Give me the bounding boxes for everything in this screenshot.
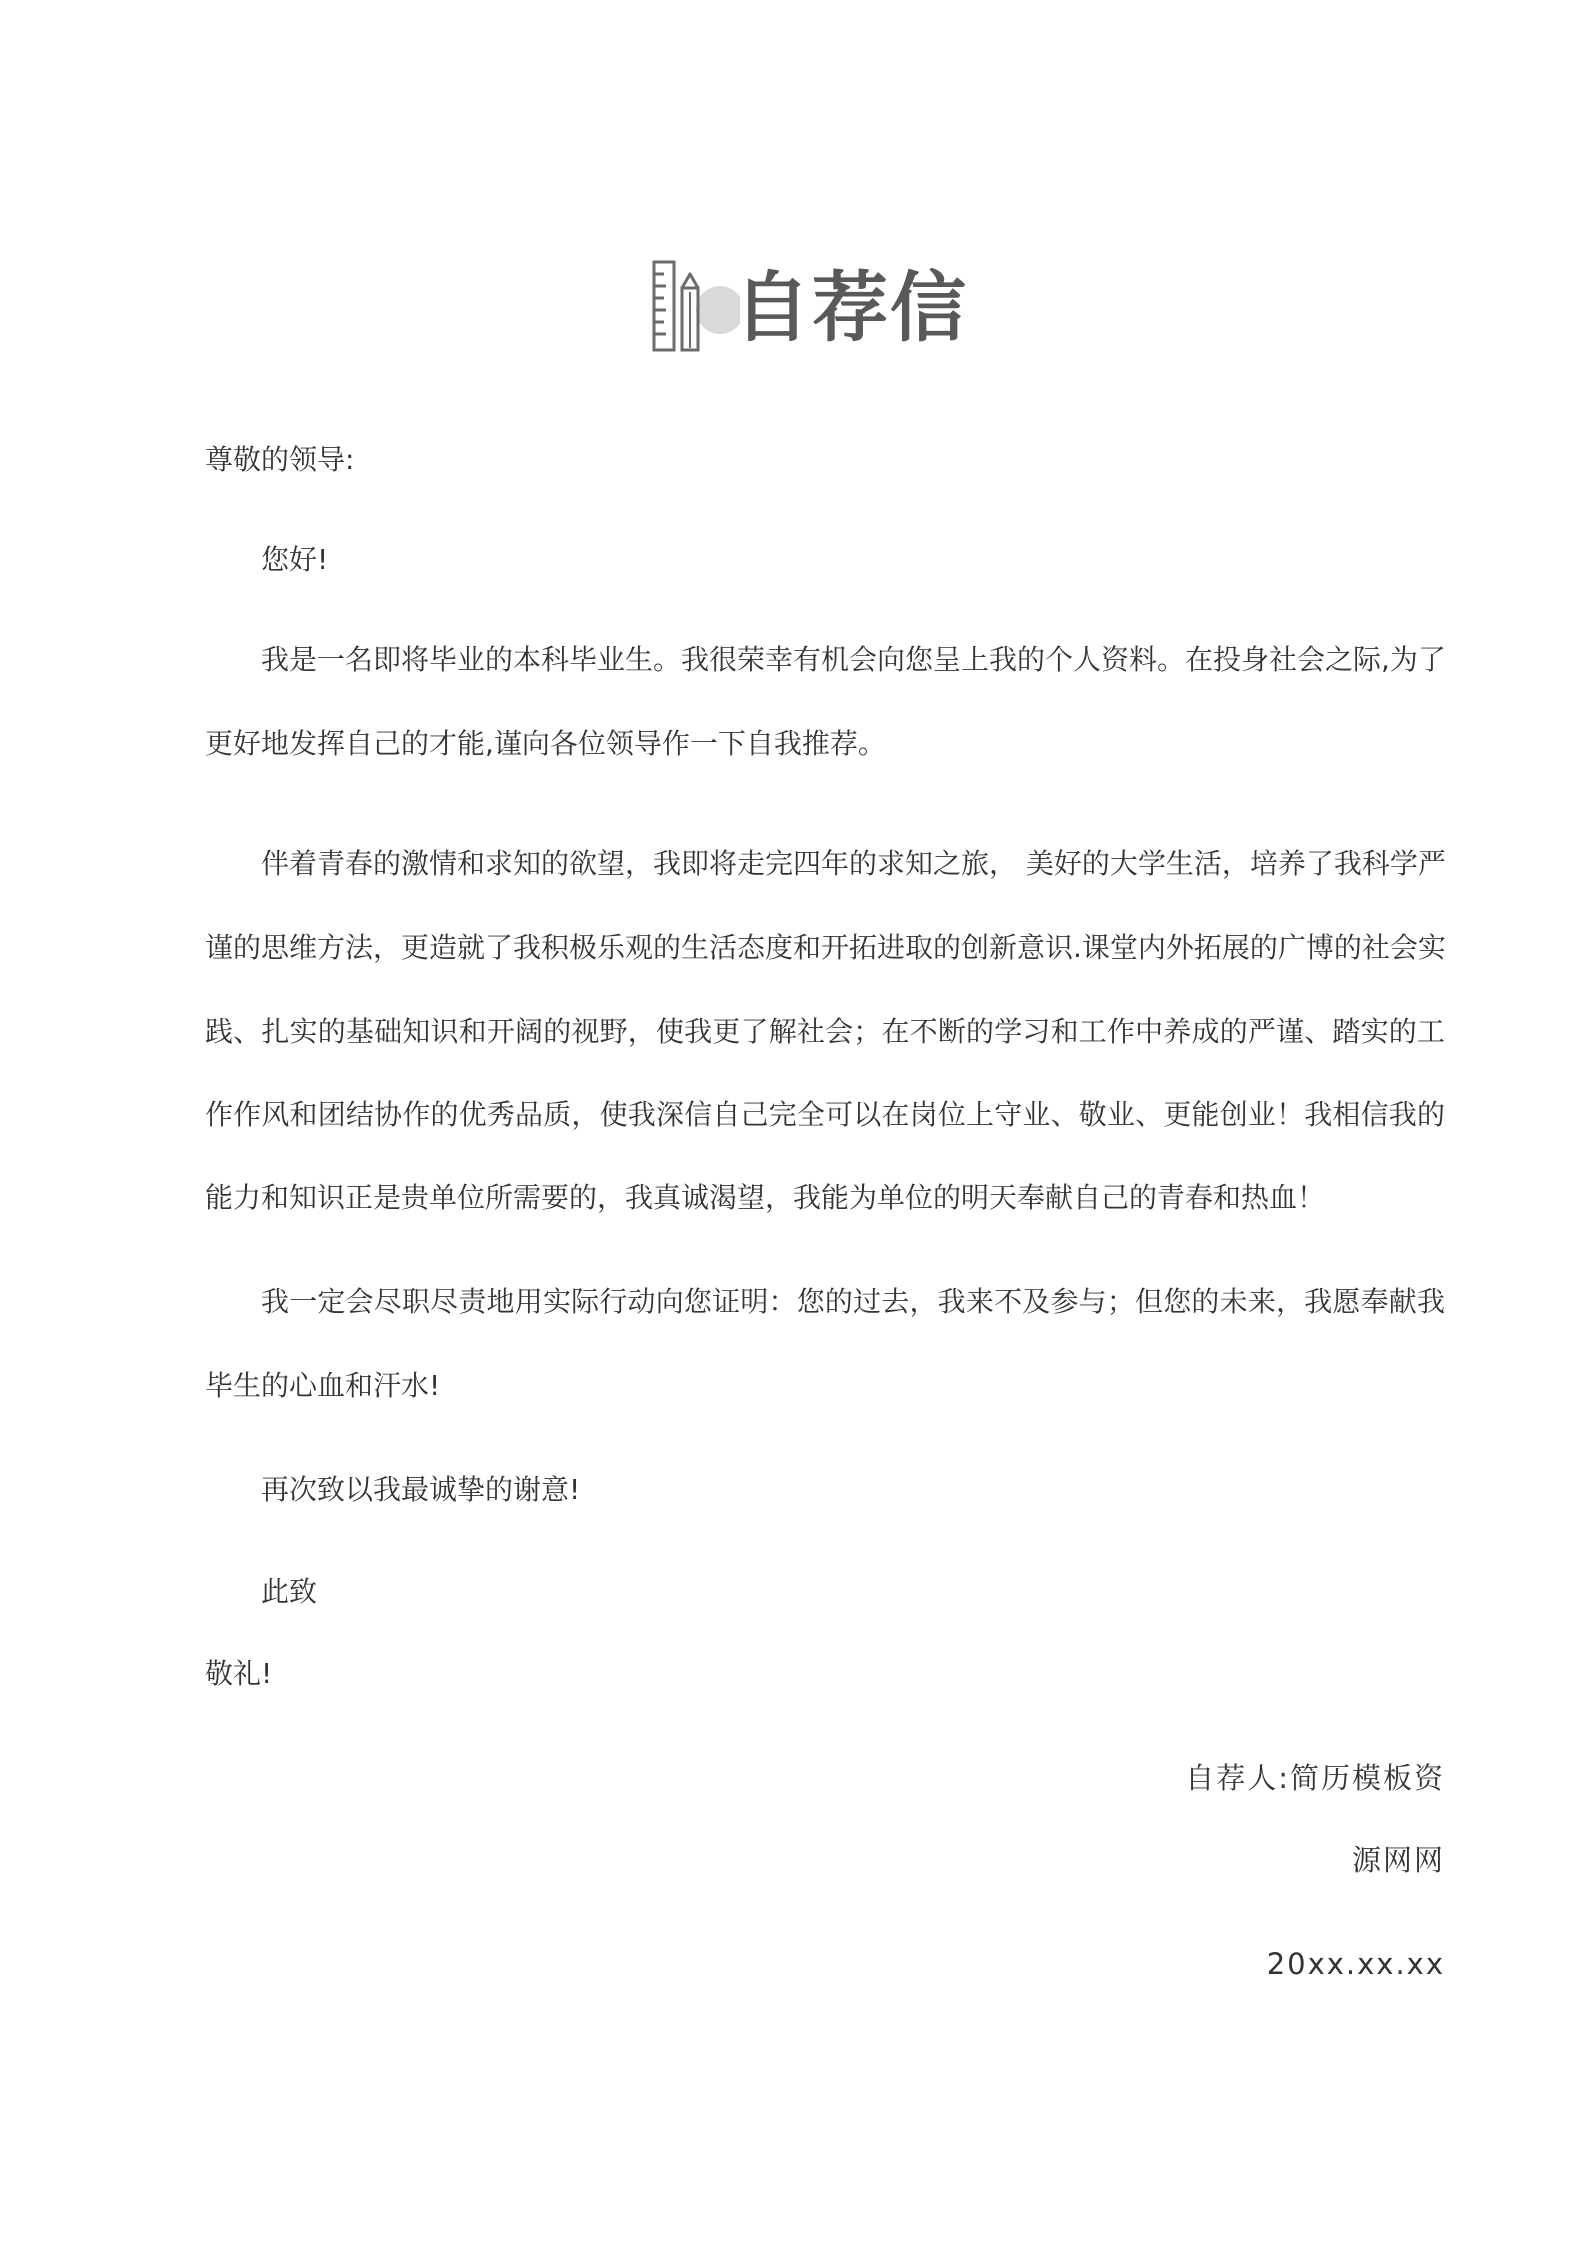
thanks-line: 再次致以我最诚挚的谢意! bbox=[261, 1473, 581, 1506]
paragraph2-line3: 践、扎实的基础知识和开阔的视野，使我更了解社会；在不断的学习和工作中养成的严谨、踏实的工 bbox=[205, 1015, 1445, 1048]
closing-line1: 此致 bbox=[261, 1575, 318, 1608]
paragraph3-line2: 毕生的心血和汗水! bbox=[205, 1369, 441, 1402]
paragraph2-line4: 作作风和团结协作的优秀品质，使我深信自己完全可以在岗位上守业、敬业、更能创业！我相信我的 bbox=[205, 1098, 1445, 1131]
ruler-pencil-icon bbox=[650, 258, 740, 358]
page-title: 自荐信 bbox=[734, 263, 968, 352]
signature-line2: 源网网 bbox=[1351, 1843, 1445, 1877]
paragraph3-line1: 我一定会尽职尽责地用实际行动向您证明：您的过去，我来不及参与；但您的未来，我愿奉献我 bbox=[261, 1285, 1445, 1318]
paragraph1-line1: 我是一名即将毕业的本科毕业生。我很荣幸有机会向您呈上我的个人资料。在投身社会之际,为了 bbox=[261, 643, 1446, 676]
greeting: 您好! bbox=[261, 543, 329, 576]
signature-date: 20xx.xx.xx bbox=[1266, 1947, 1445, 1981]
closing-line2: 敬礼! bbox=[205, 1657, 273, 1690]
title-area bbox=[0, 258, 1587, 358]
paragraph2-line1: 伴着青春的激情和求知的欲望，我即将走完四年的求知之旅， 美好的大学生活，培养了我科学严 bbox=[261, 847, 1446, 880]
paragraph2-line5: 能力和知识正是贵单位所需要的，我真诚渴望，我能为单位的明天奉献自己的青春和热血！ bbox=[205, 1181, 1326, 1214]
signature-line1: 自荐人:简历模板资 bbox=[1185, 1761, 1445, 1795]
salutation: 尊敬的领导: bbox=[205, 443, 355, 476]
paragraph2-line2: 谨的思维方法，更造就了我积极乐观的生活态度和开拓进取的创新意识.课堂内外拓展的广博的社会实 bbox=[205, 931, 1446, 964]
paragraph1-line2: 更好地发挥自己的才能,谨向各位领导作一下自我推荐。 bbox=[205, 727, 886, 760]
title-group bbox=[650, 258, 970, 358]
